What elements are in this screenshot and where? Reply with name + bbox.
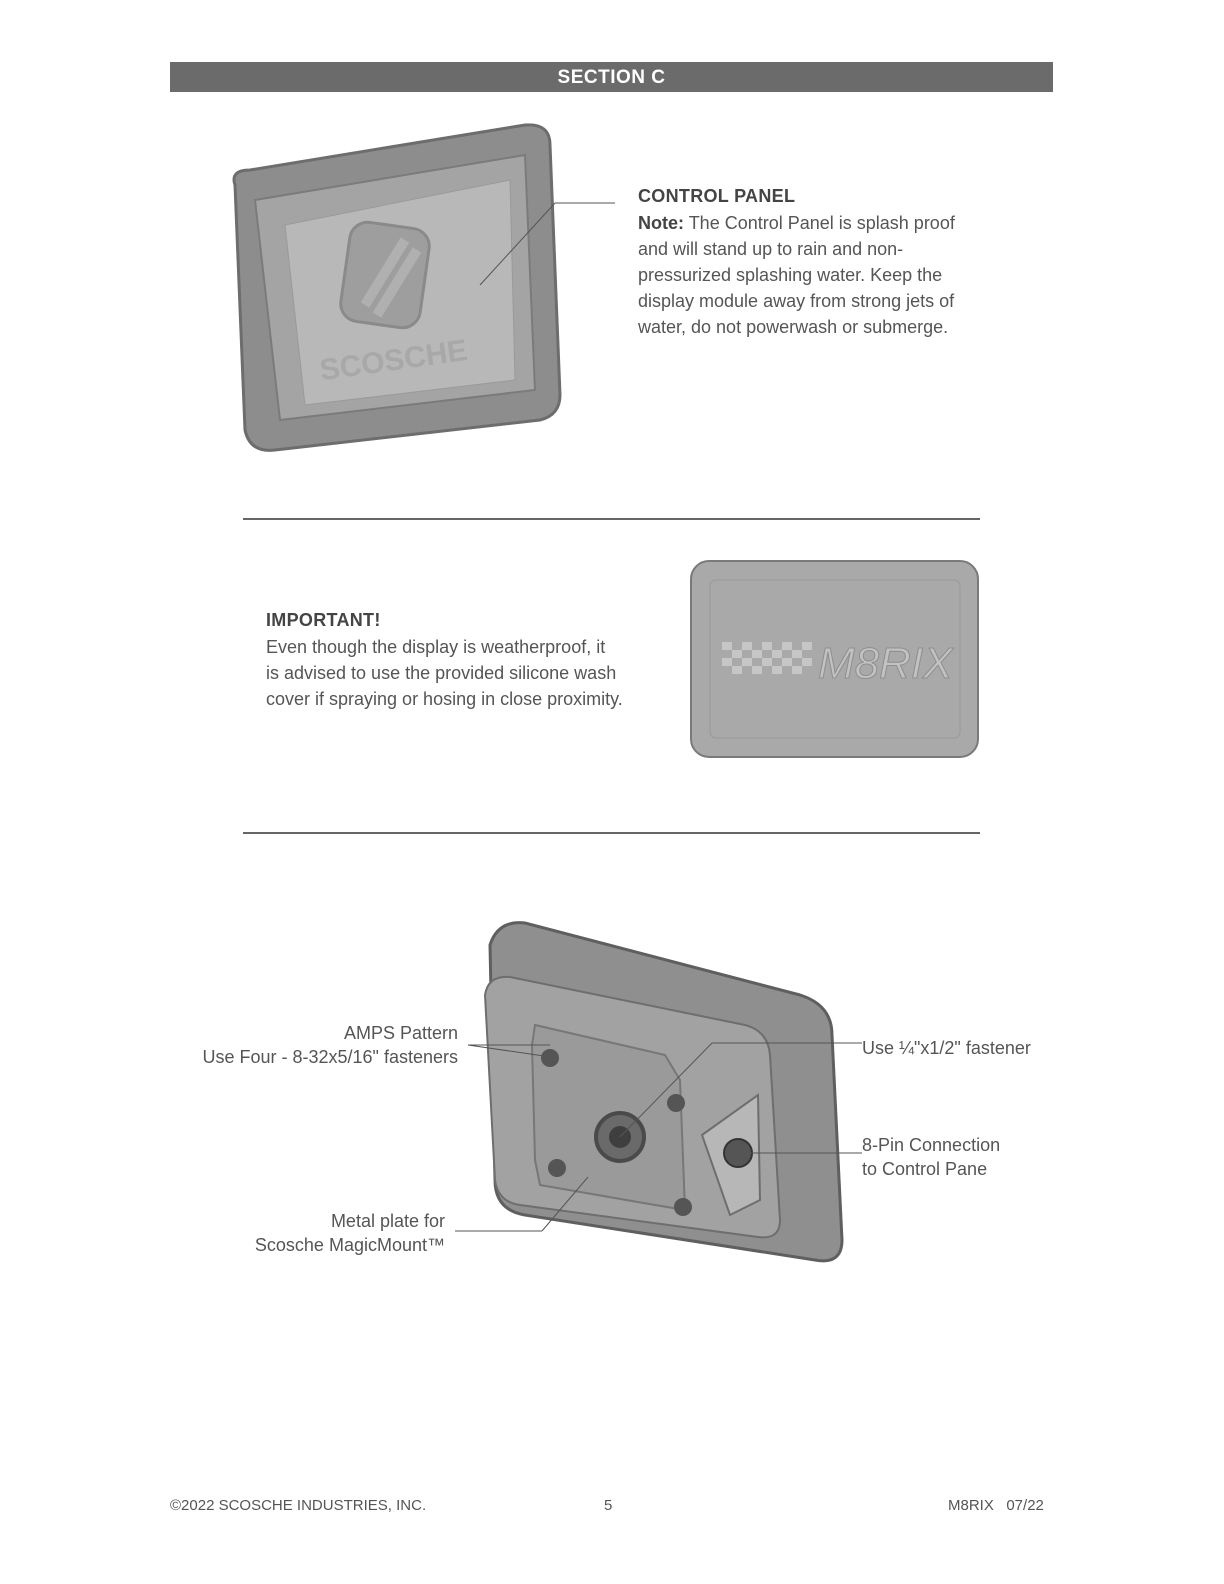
important-line-1: Even though the display is weatherproof, it (266, 637, 606, 657)
important-text (266, 634, 676, 712)
wash-cover-illustration (688, 558, 983, 763)
amps-line-2: Use Four - 8-32x5/16" fasteners (202, 1047, 458, 1067)
footer-page-number: 5 (604, 1497, 613, 1514)
divider-2 (243, 832, 980, 834)
control-panel-heading: CONTROL PANEL (638, 186, 796, 206)
fastener-callout: Use ¼"x1/2" fastener (862, 1038, 1031, 1058)
important-heading: IMPORTANT! (266, 610, 381, 630)
pin-line-2: to Control Pane (862, 1159, 988, 1179)
divider-1 (243, 518, 980, 520)
note-label: Note: (638, 213, 684, 233)
amps-line-1: AMPS Pattern (343, 1023, 458, 1043)
cover-logo: M8RIX (818, 639, 953, 688)
section-header: SECTION C (170, 62, 1053, 92)
important-line-2: is advised to use the provided silicone wash (266, 663, 617, 683)
metal-plate-callout (200, 1209, 445, 1257)
important-line-3: cover if spraying or hosing in close proximity. (266, 689, 623, 709)
control-panel-illustration (205, 115, 635, 465)
amps-pattern-callout (160, 1021, 458, 1069)
plate-line-2: Scosche MagicMount™ (254, 1235, 445, 1255)
note-line-5: water, do not powerwash or submerge. (638, 317, 949, 337)
pin-connection-callout (862, 1133, 1000, 1181)
rear-view-illustration (440, 915, 870, 1275)
plate-line-1: Metal plate for (330, 1211, 445, 1231)
footer-copyright: ©2022 SCOSCHE INDUSTRIES, INC. (170, 1497, 427, 1514)
note-line-3: pressurized splashing water. Keep the (638, 265, 943, 285)
control-panel-note (638, 210, 1018, 340)
pin-line-1: 8-Pin Connection (862, 1135, 1001, 1155)
svg-text:SCOSCHE: SCOSCHE (317, 333, 470, 388)
note-line-4: display module away from strong jets of (638, 291, 955, 311)
footer-model-date: M8RIX 07/22 (948, 1497, 1044, 1514)
note-line-1: Note: The Control Panel is splash proof (638, 213, 955, 233)
note-line-2: and will stand up to rain and non- (638, 239, 904, 259)
